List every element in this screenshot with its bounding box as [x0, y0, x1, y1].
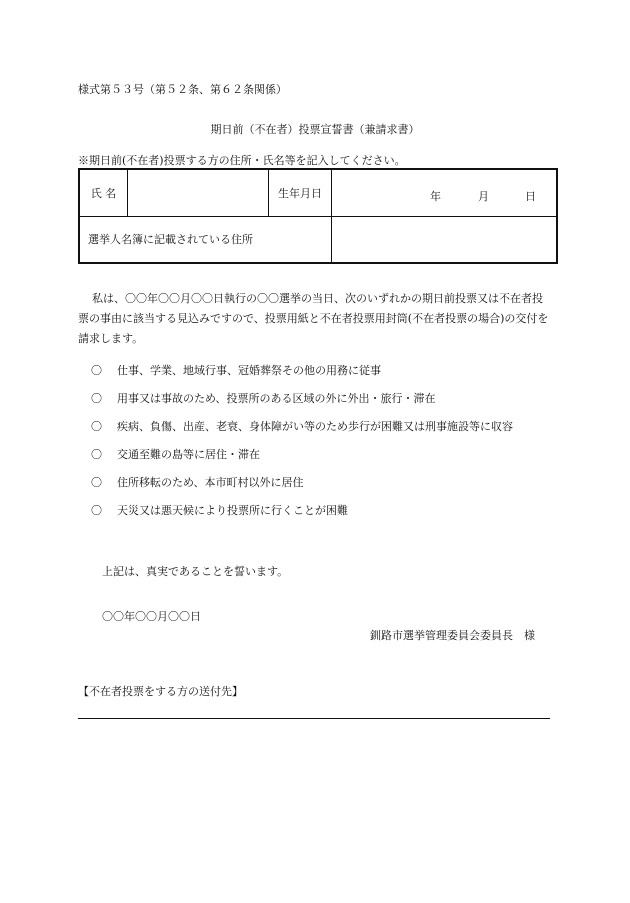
reason-text: 住所移転のため、本市町村以外に居住 [117, 476, 304, 489]
reason-item-weather[interactable] [91, 502, 348, 518]
reason-text: 疾病、負傷、出産、老衰、身体障がい等のため歩行が困難又は刑事施設等に収容 [117, 420, 513, 433]
addressee: 釧路市選挙管理委員会委員長 様 [370, 629, 535, 642]
circle-mark-icon: 〇 [91, 448, 102, 461]
reason-item-work[interactable] [91, 362, 381, 378]
send-to-address-line[interactable] [78, 718, 550, 719]
name-label: 氏 名 [79, 169, 128, 216]
reason-item-relocation[interactable] [91, 474, 304, 490]
birthdate-field[interactable] [332, 169, 558, 216]
oath-text: 上記は、真実であることを誓います。 [102, 565, 289, 578]
entry-table [78, 168, 558, 264]
circle-mark-icon: 〇 [91, 420, 102, 433]
reason-text: 用事又は事故のため、投票所のある区域の外に外出・旅行・滞在 [117, 392, 436, 405]
send-to-label: 【不在者投票をする方の送付先】 [78, 685, 243, 698]
form-number: 様式第５３号（第５２条、第６２条関係） [78, 83, 287, 96]
document-title: 期日前（不在者）投票宣誓書（兼請求書） [210, 123, 420, 136]
reason-item-travel[interactable] [91, 390, 436, 406]
birthdate-label: 生年月日 [269, 169, 332, 216]
year-label: 年 [430, 190, 441, 203]
declaration-text: 私は、〇〇年〇〇月〇〇日執行の〇〇選挙の当日、次のいずれかの期日前投票又は不在者投票の事由に該当する見込みですので、投票用紙と不在者投票用封筒(不在者投票の場合)の交付を請求します。 [78, 292, 549, 345]
name-field[interactable] [128, 169, 269, 216]
instruction-text: ※期日前(不在者)投票する方の住所・氏名等を記入してください。 [78, 154, 406, 167]
reason-item-illness[interactable] [91, 418, 513, 434]
circle-mark-icon: 〇 [91, 504, 102, 517]
circle-mark-icon: 〇 [91, 364, 102, 377]
reason-text: 仕事、学業、地域行事、冠婚葬祭その他の用務に従事 [117, 364, 381, 377]
reason-item-island[interactable] [91, 446, 260, 462]
reason-text: 天災又は悪天候により投票所に行くことが困難 [117, 504, 348, 517]
day-label: 日 [525, 190, 536, 203]
declaration-date: 〇〇年〇〇月〇〇日 [102, 610, 201, 623]
circle-mark-icon: 〇 [91, 392, 102, 405]
address-label: 選挙人名簿に記載されている住所 [79, 216, 332, 263]
circle-mark-icon: 〇 [91, 476, 102, 489]
month-label: 月 [478, 190, 489, 203]
reason-text: 交通至難の島等に居住・滞在 [117, 448, 260, 461]
address-field[interactable] [332, 216, 558, 263]
